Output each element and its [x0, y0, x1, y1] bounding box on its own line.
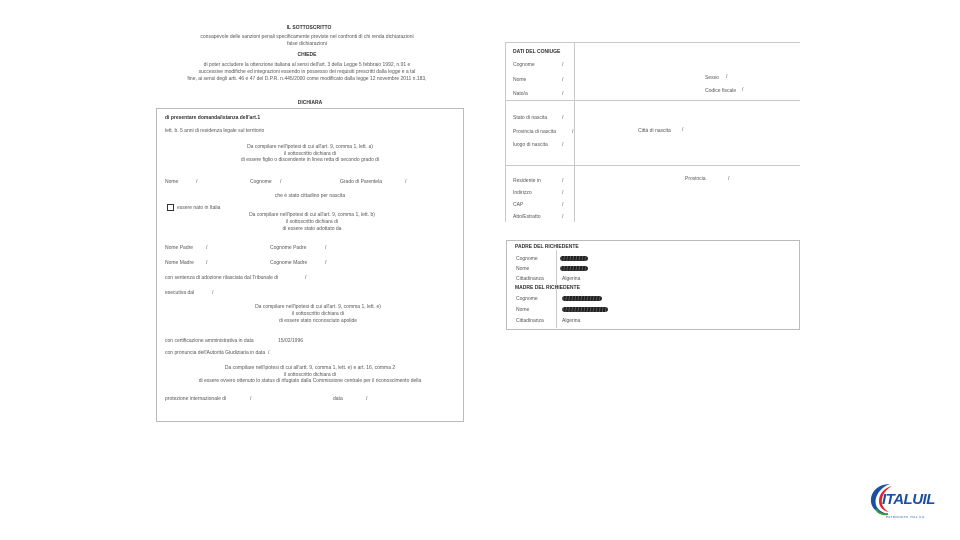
label-cognome: Cognome: [250, 179, 272, 185]
label-protezione: protezione internazionale di: [165, 396, 227, 402]
madre-label-cittadinanza: Cittadinanza: [516, 318, 544, 324]
label-certificazione: con certificazione amministrativa in data: [165, 338, 254, 344]
cittadino-nascita: che è stato cittadino per nascita: [274, 193, 346, 199]
logo-wordmark: ITALUIL: [882, 491, 935, 508]
coniuge-value-atto: /: [562, 214, 564, 220]
value-certificazione: 15/02/1996: [278, 338, 304, 344]
coniuge-value-citta-nascita: /: [682, 127, 684, 133]
coniuge-value-nato: /: [562, 91, 564, 97]
label-sentenza: con sentenza di adozione rilasciata dal Tribunale di: [165, 275, 279, 281]
value-esecutiva: /: [212, 290, 214, 296]
coniuge-label-nato: Nato/a: [513, 91, 528, 97]
section-a-figlio: di essere figlio o discendente in linea retta di secondo grado di: [240, 157, 380, 163]
coniuge-value-provincia: /: [728, 176, 730, 182]
coniuge-value-indirizzo: /: [562, 190, 564, 196]
coniuge-label-cap: CAP: [513, 202, 524, 208]
section-f-rifugiato: di essere ovvero ottenuto lo status di rifugiato dalla Commissione centrale per il riconoscimento della: [198, 378, 422, 384]
section-f-heading: Da compilare nell'ipotesi di cui all'artt. 9, comma 1, lett. e) e art. 16, comma 2: [224, 365, 396, 371]
coniuge-label-atto: Atto/Estratto: [513, 214, 541, 220]
section-a-sottoscritto: il sottoscritto dichiara di: [284, 151, 336, 157]
italuil-logo: [868, 482, 938, 522]
coniuge-value-sesso: /: [726, 74, 728, 80]
section-f-sottoscritto: il sottoscritto dichiara di: [284, 372, 336, 378]
value-grado: /: [405, 179, 407, 185]
coniuge-value-codice-fiscale: /: [742, 87, 744, 93]
coniuge-value-residente: /: [562, 178, 564, 184]
madre-value-cittadinanza: Algerina: [562, 318, 581, 324]
checkbox-nato-italia[interactable]: [167, 204, 174, 211]
madre-title: MADRE DEL RICHIEDENTE: [515, 285, 580, 291]
coniuge-top-border: [505, 42, 800, 43]
madre-cognome-redaction: [562, 296, 602, 301]
coniuge-label-codice-fiscale: Codice fiscale: [705, 88, 737, 94]
coniuge-label-luogo-nascita: luogo di nascita: [513, 142, 548, 148]
section-b-heading: Da compilare nell'ipotesi di cui all'art. 9, comma 1, lett. b): [249, 212, 375, 218]
doc-title: IL SOTTOSCRITTO: [286, 25, 332, 31]
label-data: data: [333, 396, 343, 402]
madre-label-nome: Nome: [516, 307, 530, 313]
value-cognome: /: [280, 179, 282, 185]
padre-label-cittadinanza: Cittadinanza: [516, 276, 544, 282]
coniuge-label-indirizzo: Indirizzo: [513, 190, 532, 196]
value-cognome-madre: /: [325, 260, 327, 266]
section-b-adottato: di essere stato adottato da: [282, 226, 342, 232]
logo-tagline: PATRONATO ITAL UIL: [886, 515, 926, 519]
value-protezione: /: [250, 396, 252, 402]
label-cognome-padre: Cognome Padre: [270, 245, 307, 251]
padre-cognome-redaction: [560, 256, 588, 261]
padre-value-cittadinanza: Algerina: [562, 276, 581, 282]
label-cognome-madre: Cognome Madre: [270, 260, 308, 266]
coniuge-value-nome: /: [562, 77, 564, 83]
value-nome-madre: /: [206, 260, 208, 266]
coniuge-title: DATI DEL CONIUGE: [513, 49, 561, 55]
label-esecutiva: esecutiva dal: [165, 290, 195, 296]
padre-nome-redaction: [560, 266, 588, 271]
box-title: di presentare domanda/istanza dell'art.1: [165, 115, 261, 121]
coniuge-label-residente: Residente in: [513, 178, 541, 184]
coniuge-value-luogo-nascita: /: [562, 142, 564, 148]
madre-nome-redaction: [562, 307, 608, 312]
label-nome-madre: Nome Madre: [165, 260, 194, 266]
section-e-sottoscritto: il sottoscritto dichiara di: [292, 311, 344, 317]
value-data: /: [366, 396, 368, 402]
coniuge-divider: [574, 42, 575, 222]
coniuge-value-provincia-nascita: /: [572, 129, 574, 135]
value-nome-padre: /: [206, 245, 208, 251]
value-pronuncia: /: [268, 350, 270, 356]
doc-consapevole: consapevole delle sanzioni penali specificamente previste nel confronti di chi renda dichiarazioni: [200, 34, 414, 40]
section-e-heading: Da compilare nell'ipotesi di cui all'art. 9, comma 1, lett. e): [255, 304, 381, 310]
coniuge-value-cap: /: [562, 202, 564, 208]
coniuge-label-provincia: Provincia: [685, 176, 706, 182]
coniuge-rule-1: [505, 100, 800, 101]
coniuge-left-border: [505, 42, 506, 222]
coniuge-value-cognome: /: [562, 62, 564, 68]
section-a-heading: Da compilare nell'ipotesi di cui all'art. 9, comma 1, lett. a): [247, 144, 373, 150]
label-nato-italia: essere nato in Italia: [177, 205, 221, 211]
coniuge-label-citta-nascita: Città di nascita: [638, 128, 671, 134]
value-sentenza: /: [305, 275, 307, 281]
coniuge-value-stato-nascita: /: [562, 115, 564, 121]
value-cognome-padre: /: [325, 245, 327, 251]
section-b-sottoscritto: il sottoscritto dichiara di: [286, 219, 338, 225]
coniuge-label-sesso: Sesso: [705, 75, 719, 81]
coniuge-label-nome: Nome: [513, 77, 527, 83]
padre-label-nome: Nome: [516, 266, 530, 272]
padre-title: PADRE DEL RICHIEDENTE: [515, 244, 579, 250]
value-nome: /: [196, 179, 198, 185]
doc-dichiara: DICHIARA: [297, 100, 323, 106]
padre-label-cognome: Cognome: [516, 256, 538, 262]
doc-request-line-2: successive modifiche ed integrazioni essendo in possesso dei requisiti prescritti dalla legge e a tal: [198, 69, 416, 75]
coniuge-label-stato-nascita: Stato di nascita: [513, 115, 548, 121]
doc-false-decl: false dichiarazioni: [287, 41, 327, 47]
doc-request-line-3: fine, ai sensi degli artt. 46 e 47 del D.P.R. n.445/2000 come modificato dalla legge 12 novembre 2011 n.183,: [187, 76, 427, 82]
label-nome-padre: Nome Padre: [165, 245, 194, 251]
doc-request-line-1: di poter accludere la ottenzione italiana al sensi dell'art. 3 della Legge 5 febbraio 1992, n.91 e: [203, 62, 411, 68]
coniuge-label-cognome: Cognome: [513, 62, 535, 68]
coniuge-label-provincia-nascita: Provincia di nascita: [513, 129, 557, 135]
label-pronuncia: con pronuncia dell'Autorità Giudiziaria in data: [165, 350, 266, 356]
coniuge-rule-2: [505, 165, 800, 166]
doc-chiede: CHIEDE: [297, 52, 317, 58]
madre-label-cognome: Cognome: [516, 296, 538, 302]
label-nome: Nome: [165, 179, 179, 185]
label-grado: Grado di Parentela: [340, 179, 382, 185]
section-e-apolide: di essere stato riconosciuto apolide: [278, 318, 358, 324]
item-residenza: lett. b. 5 anni di residenza legale sul territorio: [165, 128, 265, 134]
